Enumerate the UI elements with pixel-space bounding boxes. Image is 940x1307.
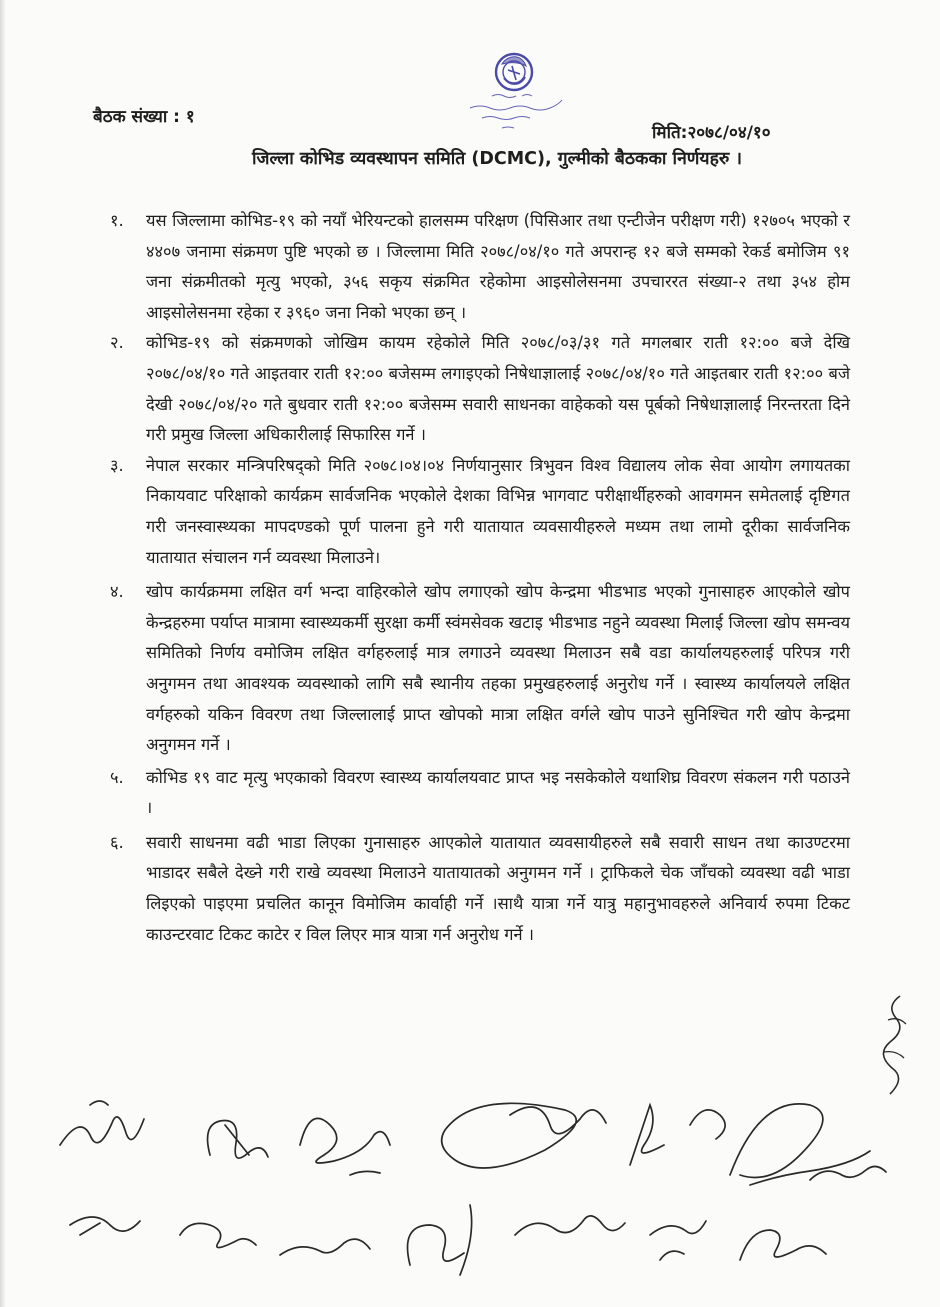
decision-text: कोभिड १९ वाट मृत्यु भएकाको विवरण स्वास्थ्य कार्यालयवाट प्राप्त भइ नसकेकोले यथाशिघ्र विवरण संकलन गरी पठाउने । [146,767,850,818]
signature-4 [442,1103,606,1168]
decision-text: नेपाल सरकार मन्त्रिपरिषद्को मिति २०७८।०४।०४ निर्णयानुसार त्रिभुवन विश्व विद्यालय लोक सेवा आयोग लगायतका निकायवाट परिक्षाको कार्यक्रम सार्वजनिक भएकोले देशका विभिन्न भागवाट परीक्षार्थीहरुको आवगमन समेतलाई दृष्टिगत गरी जनस्वास्थ्यका मापदण्डको पूर्ण पालना हुने गरी यातायात व्यवसायीहरुले मध्यम तथा लामो दूरीका सार्वजनिक यातायात संचालन गर्न व्यवस्था मिलाउने। [146,455,850,567]
decision-number: १. [110,211,124,230]
signature-10 [280,1239,370,1255]
decision-item [110,206,850,328]
signature-12 [515,1216,625,1235]
document-title: जिल्ला कोभिड व्यवस्थापन समिति (DCMC), गुल्मीको बैठकका निर्णयहरु । [252,149,743,169]
signature-14 [740,1230,826,1260]
decision-item [110,328,850,450]
meeting-number: बैठक संख्या : १ [93,107,195,127]
signature-5 [630,1105,725,1165]
signature-6 [730,1104,870,1185]
decision-number: ४. [110,582,124,602]
meeting-date: मिति:२०७८/०४/१० [652,123,771,143]
decision-number: २. [110,333,124,353]
decision-text: खोप कार्यक्रममा लक्षित वर्ग भन्दा वाहिरकोले खोप लगाएको खोप केन्द्रमा भीडभाड भएको गुनासाहरु आएकोले खोप केन्द्रहरुमा पर्याप्त मात्रामा स्वास्थ्यकर्मी सुरक्षा कर्मी स्वंमसेवक खटाइ भीडभाड नहुने व्यवस्था मिलाई जिल्ला खोप समन्वय समितिको निर्णय वमोजिम लक्षित वर्गहरुलाई मात्र लगाउने व्यवस्था मिलाउन सबै वडा कार्यालयहरुलाई परिपत्र गरी अनुगमन तथा आवश्यक व्यवस्थाको लागि सबै स्थानीय तहका प्रमुखहरुलाई अनुरोध गर्ने । स्वास्थ्य कार्यालयले लक्षित वर्गहरुको यकिन विवरण तथा जिल्लालाई प्राप्त खोपको मात्रा लक्षित वर्गले खोप पाउने सुनिश्चित गरी खोप केन्द्रमा अनुगमन गर्ने । [146,582,850,755]
signatures-block [50,1085,910,1295]
decision-item [110,451,850,573]
decision-item [110,763,850,824]
decision-text: कोभिड-१९ को संक्रमणको जोखिम कायम रहेकोले मिति २०७८/०३/३१ गते मगलबार राती १२:०० बजे देखि २०७८/०४/१० गते आइतवार राती १२:०० बजेसम्म लगाइएको निषेधाज्ञालाई २०७८/०४/१० गते आइतबार राती १२:०० बजे देखी २०७८/०४/२० गते बुधवार राती १२:०० बजेसम्म सवारी साधनका वाहेकको यस पूर्बको निषेधाज्ञालाई निरन्तरता दिने गरी प्रमुख जिल्ला अधिकारीलाई सिफारिस गर्ने । [146,333,850,445]
decision-text: यस जिल्लामा कोभिड-१९ को नयाँ भेरियन्टको हालसम्म परिक्षण (पिसिआर तथा एन्टीजेन परीक्षण गरी) १२७०५ भएको र ४४०७ जनामा संक्रमण पुष्टि भएको छ । जिल्लामा मिति २०७८/०४/१० गते अपरान्ह १२ बजे सम्मको रेकर्ड बमोजिम ९१ जना संक्रमीतको मृत्यु भएको, ३५६ सकृय संक्रमित रहेकोमा आइसोलेसनमा उपचाररत संख्या-२ तथा ३५४ होम आइसोलेसनमा रहेका र ३९६० जना निको भएका छन् । [146,211,850,322]
signature-9 [180,1223,256,1247]
decision-number: ६. [110,832,124,852]
signature-11 [408,1205,472,1275]
decision-item [110,828,850,950]
office-seal-logo [462,50,566,134]
signature-3 [300,1118,390,1175]
signature-1 [60,1101,144,1145]
decision-number: ५. [110,767,124,787]
decision-item [110,577,850,761]
margin-signature [870,990,920,1100]
decision-number: ३. [110,455,124,475]
decision-list [110,206,850,950]
scan-edge [0,0,6,1307]
decision-text: सवारी साधनमा वढी भाडा लिएका गुनासाहरु आएकोले यातायात व्यवसायीहरुले सबै सवारी साधन तथा काउण्टरमा भाडादर सबैले देख्ने गरी राखे व्यवस्था मिलाउने यातायातको अनुगमन गर्ने । ट्राफिकले चेक जाँचको व्यवस्था वढी भाडा लिइएको पाइएमा प्रचलित कानून विमोजिम कार्वाही गर्ने ।साथै यात्रा गर्ने यात्रु महानुभावहरुले अनिवार्य रुपमा टिकट काउन्टरवाट टिकट काटेर र विल लिएर मात्र यात्रा गर्न अनुरोध गर्ने । [146,832,850,944]
signature-13 [650,1221,706,1260]
signature-2 [208,1120,268,1158]
signature-8 [70,1217,140,1235]
